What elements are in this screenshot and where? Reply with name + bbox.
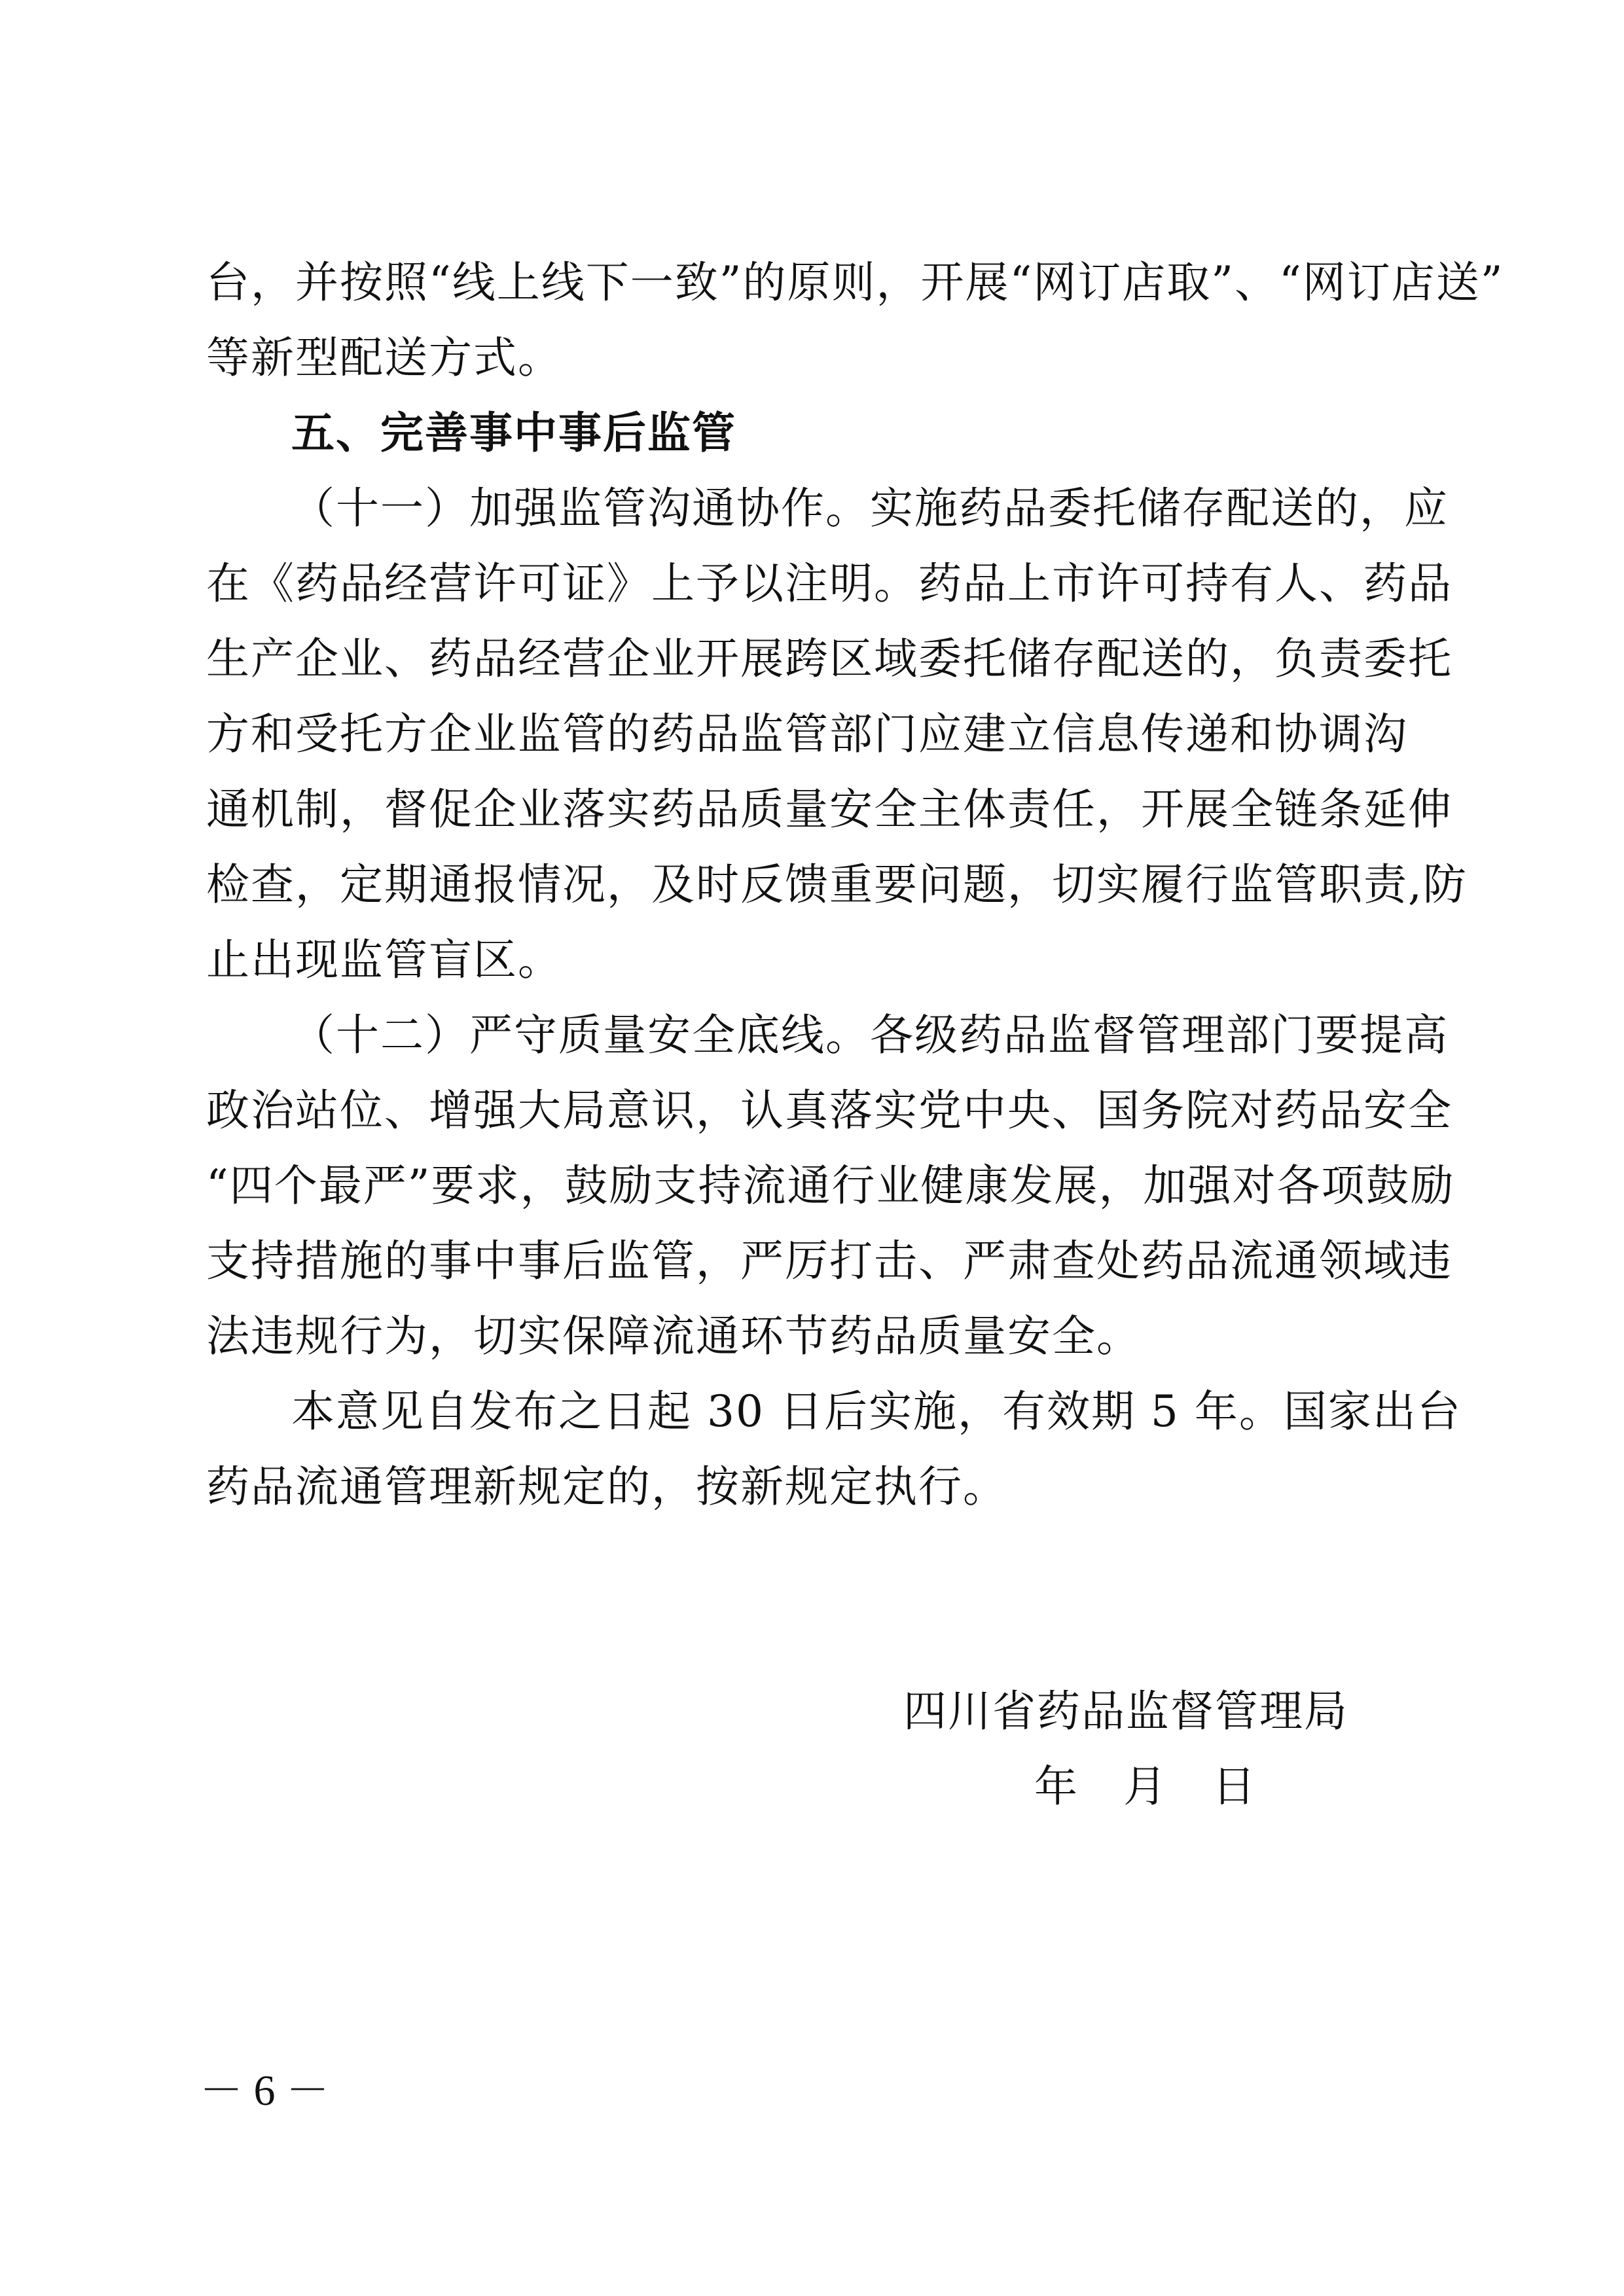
paragraph-12-line-4: 支持措施的事中事后监管，严厉打击、严肃查处药品流通领域违 [206,1236,1453,1286]
effective-line-2: 药品流通管理新规定的，按新规定执行。 [206,1462,1007,1512]
paragraph-11-line-5: 通机制，督促企业落实药品质量安全主体责任，开展全链条延伸 [206,784,1453,834]
issue-date: 年 月 日 [1034,1761,1257,1812]
page-number: － 6 － [200,2067,329,2115]
paragraph-12-line-3: “四个最严”要求，鼓励支持流通行业健康发展，加强对各项鼓励 [206,1160,1455,1211]
paragraph-11-line-6: 检查，定期通报情况，及时反馈重要问题，切实履行监管职责,防 [206,859,1468,910]
section-heading: 五、完善事中事后监管 [291,408,736,458]
paragraph-12-line-1: （十二）严守质量安全底线。各级药品监督管理部门要提高 [291,1010,1449,1060]
paragraph-12-line-2: 政治站位、增强大局意识，认真落实党中央、国务院对药品安全 [206,1085,1453,1136]
body-line-1: 台，并按照“线上线下一致”的原则，开展“网订店取”、“网订店送” [206,257,1504,308]
paragraph-11-line-7: 止出现监管盲区。 [206,935,562,985]
paragraph-11-line-1: （十一）加强监管沟通协作。实施药品委托储存配送的，应 [291,483,1449,533]
effective-line-1: 本意见自发布之日起 30 日后实施，有效期 5 年。国家出台 [291,1386,1462,1437]
paragraph-11-line-4: 方和受托方企业监管的药品监管部门应建立信息传递和协调沟 [206,709,1408,759]
paragraph-12-line-5: 法违规行为，切实保障流通环节药品质量安全。 [206,1311,1141,1361]
paragraph-11-line-2: 在《药品经营许可证》上予以注明。药品上市许可持有人、药品 [206,558,1453,609]
body-line-2: 等新型配送方式。 [206,332,562,383]
issuer-name: 四川省药品监督管理局 [903,1686,1348,1736]
paragraph-11-line-3: 生产企业、药品经营企业开展跨区域委托储存配送的，负责委托 [206,634,1453,684]
